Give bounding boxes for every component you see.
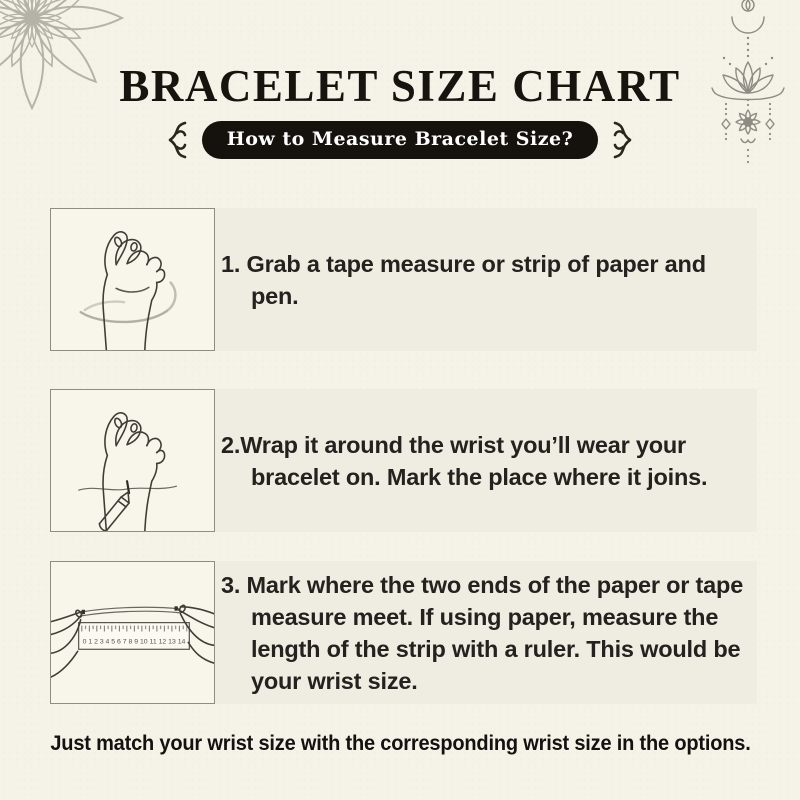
step-2-illustration-fist-with-pen-icon — [50, 389, 215, 532]
step-2-text: 2.Wrap it around the wrist you’ll wear your bracelet on. Mark the place where it joins. — [221, 431, 708, 490]
step-row-2 — [50, 389, 757, 532]
right-flourish-icon — [610, 120, 636, 160]
footer-note-text: Just match your wrist size with the corresponding wrist size in the options. — [49, 731, 751, 755]
subtitle-badge: How to Measure Bracelet Size? — [202, 121, 599, 159]
ruler-numbers: 0 1 2 3 4 5 6 7 8 9 10 11 12 13 14 — [82, 638, 187, 646]
step-row-3 — [50, 561, 757, 704]
step-3-text: 3. Mark where the two ends of the paper or tape measure meet. If using paper, measure the length of the strip with a ruler. This would be your wrist size. — [221, 571, 744, 694]
page-title: BRACELET SIZE CHART — [119, 61, 681, 111]
steps-list — [50, 208, 757, 704]
subtitle-badge-row — [0, 120, 800, 160]
step-1-illustration-fist-with-tape-icon — [50, 208, 215, 351]
step-1-text: 1. Grab a tape measure or strip of paper and pen. — [221, 250, 706, 309]
left-flourish-icon — [164, 120, 190, 160]
step-row-1 — [50, 208, 757, 351]
footer-note — [0, 731, 800, 756]
step-3-illustration-ruler-measure-icon — [50, 561, 215, 704]
